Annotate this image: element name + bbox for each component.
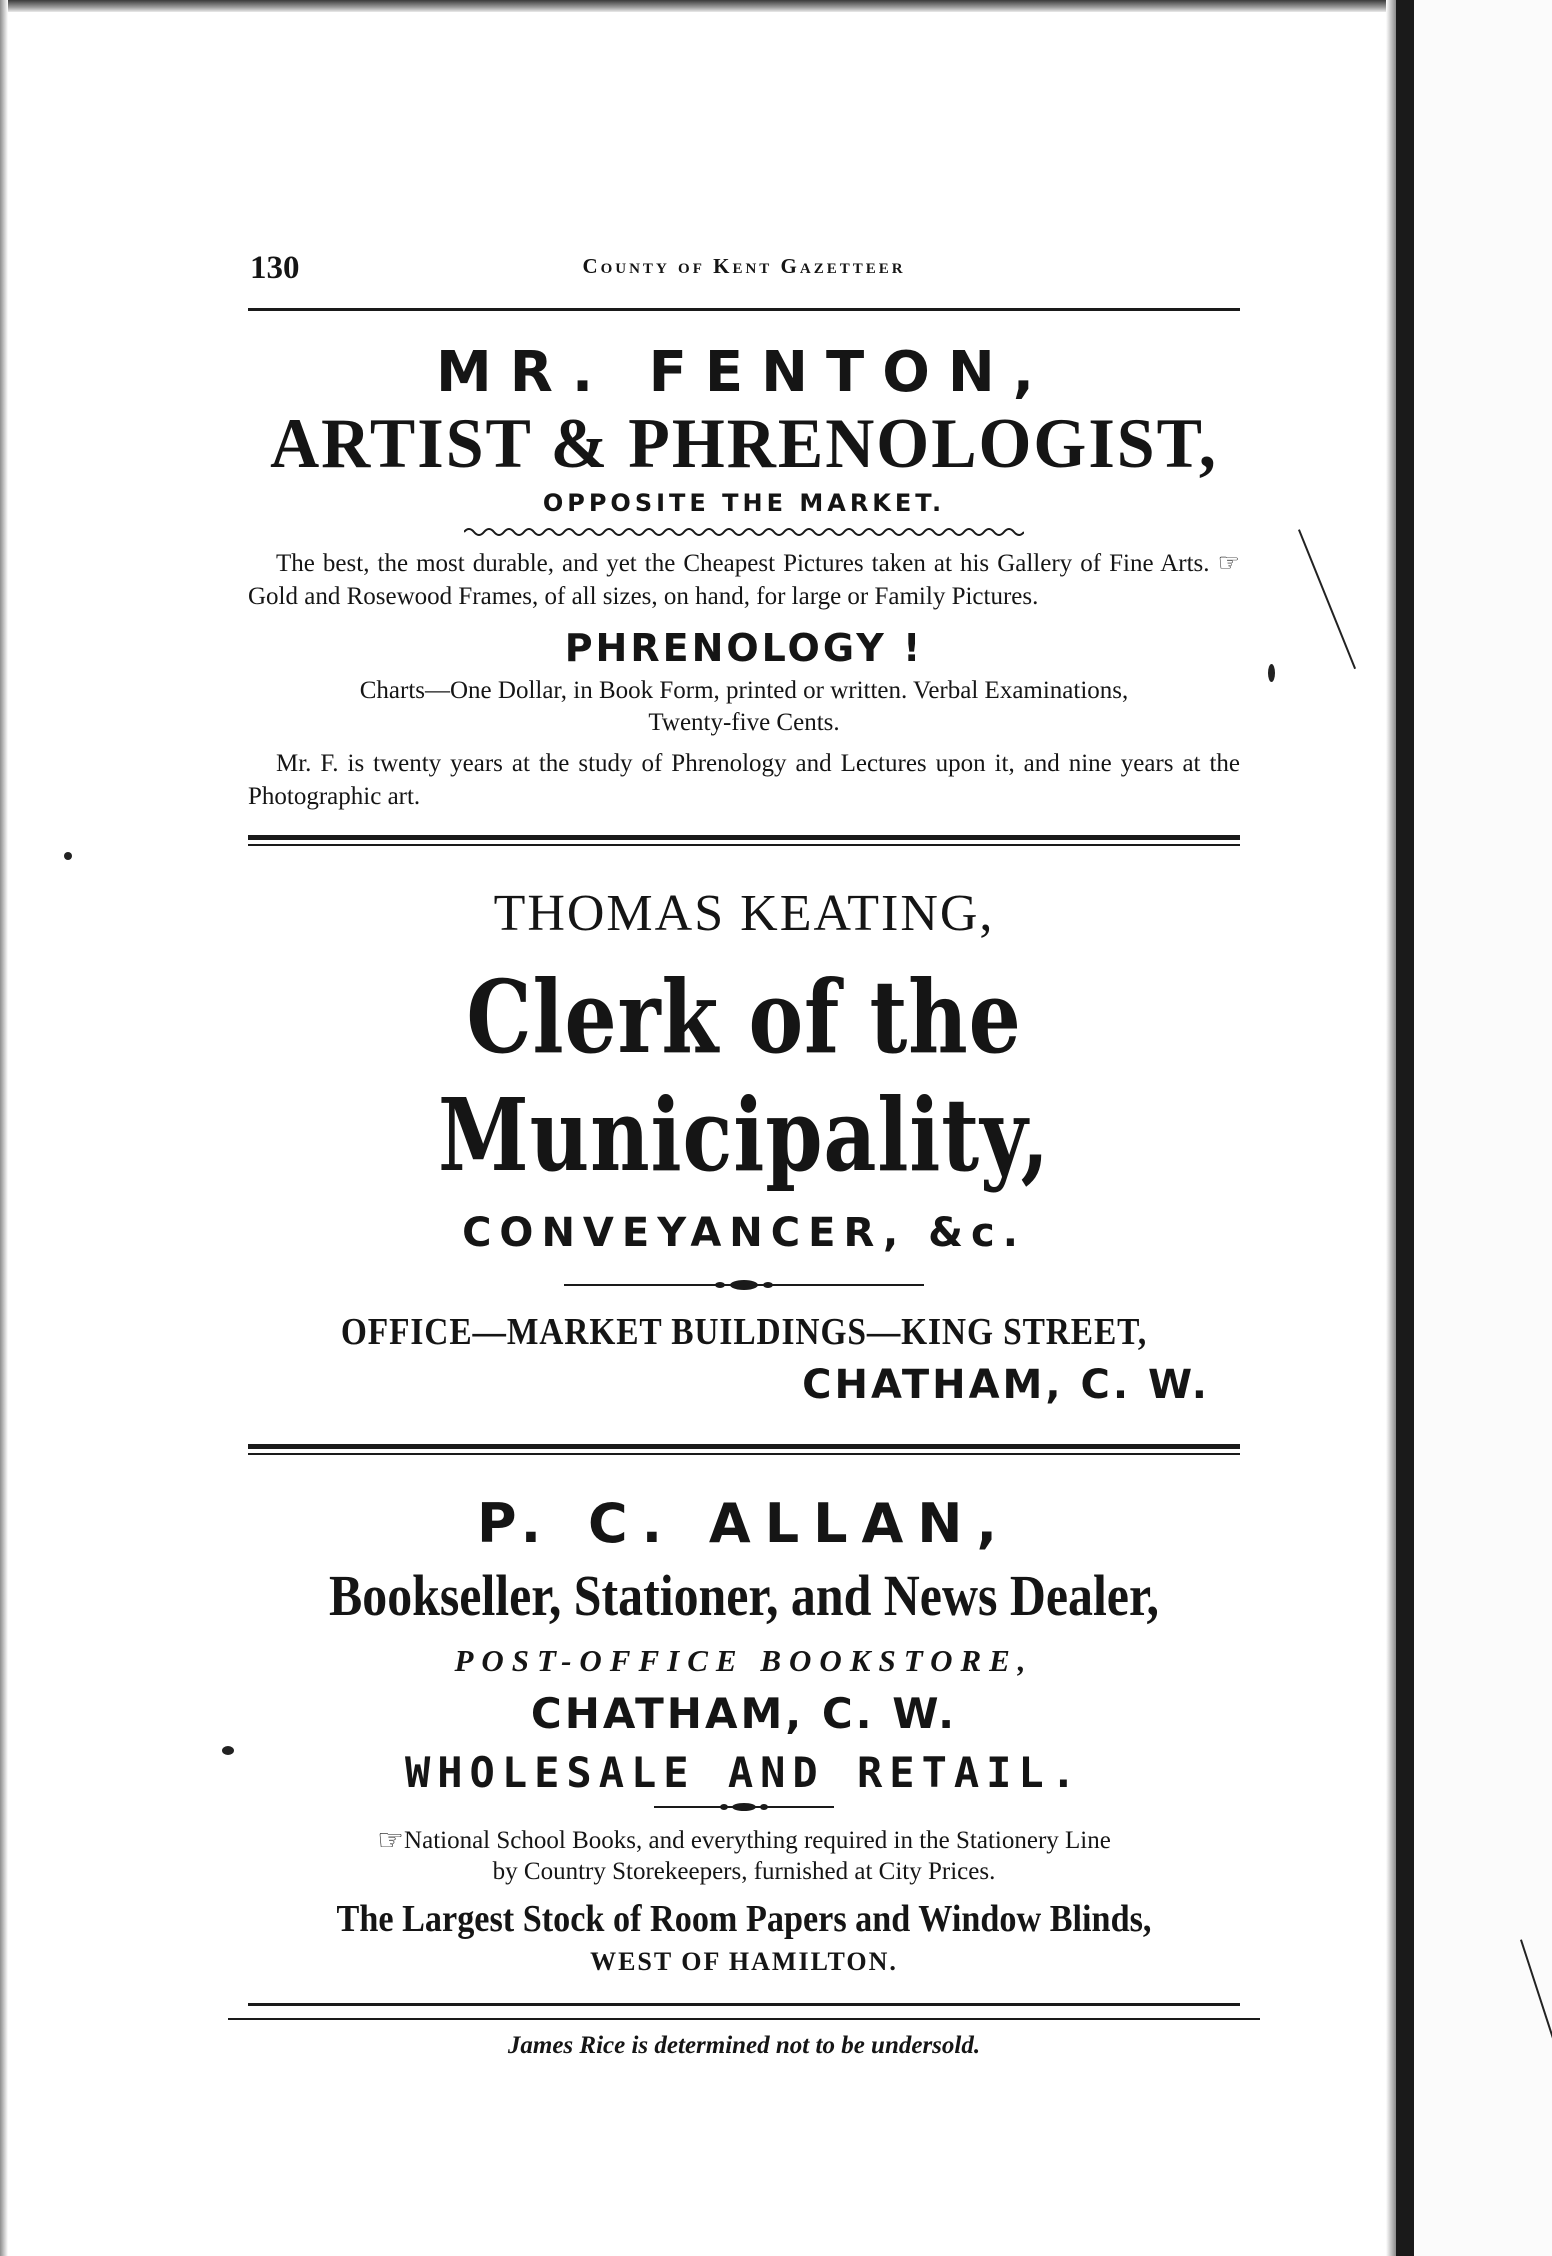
keating-name: THOMAS KEATING, <box>493 885 995 942</box>
section-divider <box>248 1444 1240 1455</box>
allan-name: P. C. ALLAN, <box>476 1492 1012 1555</box>
fenton-name: MR. FENTON, <box>436 340 1052 405</box>
allan-place: CHATHAM, C. W. <box>530 1689 958 1738</box>
closing-rule <box>248 2003 1240 2006</box>
dust-speck <box>1268 664 1275 682</box>
keating-place: CHATHAM, C. W. <box>802 1362 1210 1408</box>
scan-top-edge <box>0 0 1552 12</box>
allan-store: POST-OFFICE BOOKSTORE, <box>454 1643 1034 1678</box>
allan-stock-location: WEST OF HAMILTON. <box>590 1947 898 1976</box>
keating-title: Clerk of the Municipality, <box>438 958 1050 1194</box>
page-gutter-line <box>1396 0 1414 2256</box>
allan-trade: WHOLESALE AND RETAIL. <box>404 1748 1083 1797</box>
dust-speck <box>64 852 72 860</box>
pointing-hand-icon: ☞ <box>377 1824 405 1857</box>
page-shadow <box>1386 0 1396 2256</box>
ornament-divider <box>654 1801 834 1813</box>
keating-office: OFFICE—MARKET BUILDINGS—KING STREET, <box>340 1311 1148 1353</box>
closing-rule <box>228 2018 1260 2020</box>
running-head <box>248 240 1240 294</box>
allan-title: Bookseller, Stationer, and News Dealer, <box>329 1563 1159 1628</box>
section-divider <box>248 835 1240 846</box>
charts-line-1: Charts—One Dollar, in Book Form, printed or written. Verbal Examinations, <box>359 677 1129 704</box>
running-title: County of Kent Gazetteer <box>582 254 906 278</box>
fenton-title: ARTIST & PHRENOLOGIST, <box>270 403 1218 483</box>
fenton-description-text: The best, the most durable, and yet the Cheapest Pictures taken at his Gallery of Fine Arts. ☞ Gold and Rosewood Frames, of all sizes, on hand, for large or Family Pictures. <box>248 550 1240 610</box>
header-rule <box>248 308 1240 311</box>
allan-schools <box>248 1825 1240 1887</box>
allan-schools-line-2: by Country Storekeepers, furnished at City Prices. <box>492 1858 996 1885</box>
fenton-location: OPPOSITE THE MARKET. <box>542 489 946 517</box>
adjacent-page <box>1414 0 1552 2256</box>
fenton-experience <box>248 747 1240 813</box>
allan-stock: The Largest Stock of Room Papers and Window Blinds, <box>336 1898 1152 1940</box>
allan-schools-line-1: National School Books, and everything required in the Stationery Line <box>404 1827 1111 1854</box>
gazetteer-page <box>248 240 1240 2060</box>
keating-role: CONVEYANCER, &c. <box>462 1210 1026 1256</box>
dust-speck <box>222 1746 234 1755</box>
fenton-advertisement <box>248 341 1240 813</box>
charts-line-2: Twenty-five Cents. <box>648 709 840 736</box>
footer-line: James Rice is determined not to be undersold. <box>507 2032 981 2059</box>
page-number: 130 <box>250 250 300 286</box>
ornament-divider <box>564 1278 924 1292</box>
allan-advertisement <box>248 1493 1240 1977</box>
fenton-description <box>248 547 1240 613</box>
phrenology-heading: PHRENOLOGY ! <box>564 626 924 670</box>
fenton-experience-text: Mr. F. is twenty years at the study of Phrenology and Lectures upon it, and nine years at the Photographic art. <box>248 750 1240 810</box>
wavy-divider <box>464 525 1024 539</box>
scan-left-edge <box>0 0 8 2256</box>
ink-scratch <box>1298 529 1356 669</box>
keating-advertisement <box>248 884 1240 1408</box>
